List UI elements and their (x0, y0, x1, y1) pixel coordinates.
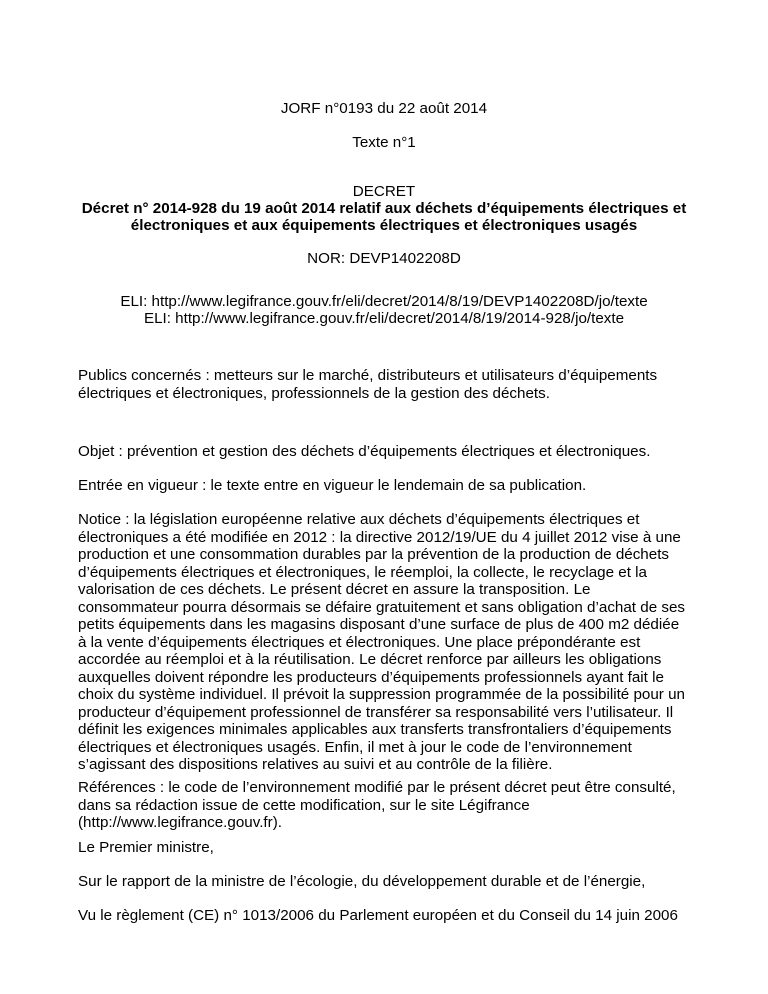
eli-link-1[interactable]: ELI: http://www.legifrance.gouv.fr/eli/decret/2014/8/19/DEVP1402208D/jo/texte (120, 293, 648, 310)
text-line: Notice : la législation européenne relative aux déchets d’équipements électriques et (78, 511, 640, 528)
vu-line (78, 907, 698, 925)
text-line: électriques et électroniques usagés. Enfin, il met à jour le code de l’environnement (78, 738, 632, 756)
text-line: accordée au réemploi et à la réutilisation. Le décret renforce par ailleurs les obligations (78, 651, 662, 668)
text-line: dans sa rédaction issue de cette modification, sur le site Légifrance (78, 796, 530, 814)
text-line: (http://www.legifrance.gouv.fr). (78, 814, 282, 831)
nor-reference: NOR: DEVP1402208D (307, 250, 461, 267)
text-line: Objet : prévention et gestion des déchets d’équipements électriques et électroniques. (78, 443, 651, 460)
decree-title-line-2: électroniques et aux équipements électriques et électroniques usagés (130, 217, 638, 234)
text-line: définit les exigences minimales applicables aux transferts transfrontaliers d’équipements (78, 721, 672, 738)
decree-type: DECRET (352, 183, 416, 200)
text-line: consommateur pourra désormais se défaire gratuitement et sans obligation d’achat de ses (78, 598, 685, 616)
objet-paragraph (78, 443, 698, 461)
rapport-line (78, 873, 698, 891)
text-line: s’agissant des dispositions relatives au suivi et au contrôle de la filière. (78, 756, 553, 773)
text-line: Entrée en vigueur : le texte entre en vigueur le lendemain de sa publication. (78, 477, 587, 494)
notice-paragraph (78, 511, 698, 774)
text-line: Le Premier ministre, (78, 839, 214, 856)
text-line: électroniques a été modifiée en 2012 : la directive 2012/19/UE du 4 juillet 2012 vise à une (78, 528, 681, 546)
texte-number: Texte n°1 (352, 134, 416, 151)
references-paragraph (78, 779, 698, 832)
eli-link-2[interactable]: ELI: http://www.legifrance.gouv.fr/eli/decret/2014/8/19/2014-928/jo/texte (143, 310, 625, 327)
text-line: production et une consommation durables par la prévention de la production de déchets (78, 546, 670, 563)
text-line: choix du système individuel. Il prévoit la suppression programmée de la possibilité pour un (78, 686, 685, 703)
text-line: petits équipements dans les magasins disposant d’une surface de plus de 400 m2 dédiée (78, 616, 680, 633)
decree-title-line-1: Décret n° 2014-928 du 19 août 2014 relatif aux déchets d’équipements électriques et (81, 200, 687, 217)
text-line: électriques et électroniques, professionnels de la gestion des déchets. (78, 384, 550, 402)
text-line: auxquelles doivent répondre les producteurs d’équipements professionnels ayant fait le (78, 668, 664, 686)
text-line: Publics concernés : metteurs sur le marché, distributeurs et utilisateurs d’équipements (78, 367, 658, 384)
text-line: valorisation de ces déchets. Le présent décret en assure la transposition. Le (78, 581, 591, 598)
entree-paragraph (78, 477, 698, 495)
text-line: Vu le règlement (CE) n° 1013/2006 du Parlement européen et du Conseil du 14 juin 2006 (78, 907, 678, 924)
publics-paragraph (78, 367, 698, 402)
text-line: d’équipements électriques et électroniques, le réemploi, la collecte, le recyclage et la (78, 563, 647, 581)
jorf-reference: JORF n°0193 du 22 août 2014 (280, 100, 488, 117)
premier-ministre-line (78, 839, 698, 857)
text-line: producteur d’équipement professionnel de transférer sa responsabilité vers l’utilisateur. Il (78, 703, 674, 721)
text-line: à la vente d’équipements électriques et électroniques. Une place prépondérante est (78, 633, 641, 651)
text-line: Références : le code de l’environnement modifié par le présent décret peut être consulté, (78, 779, 676, 796)
text-line: Sur le rapport de la ministre de l’écologie, du développement durable et de l’énergie, (78, 873, 646, 890)
